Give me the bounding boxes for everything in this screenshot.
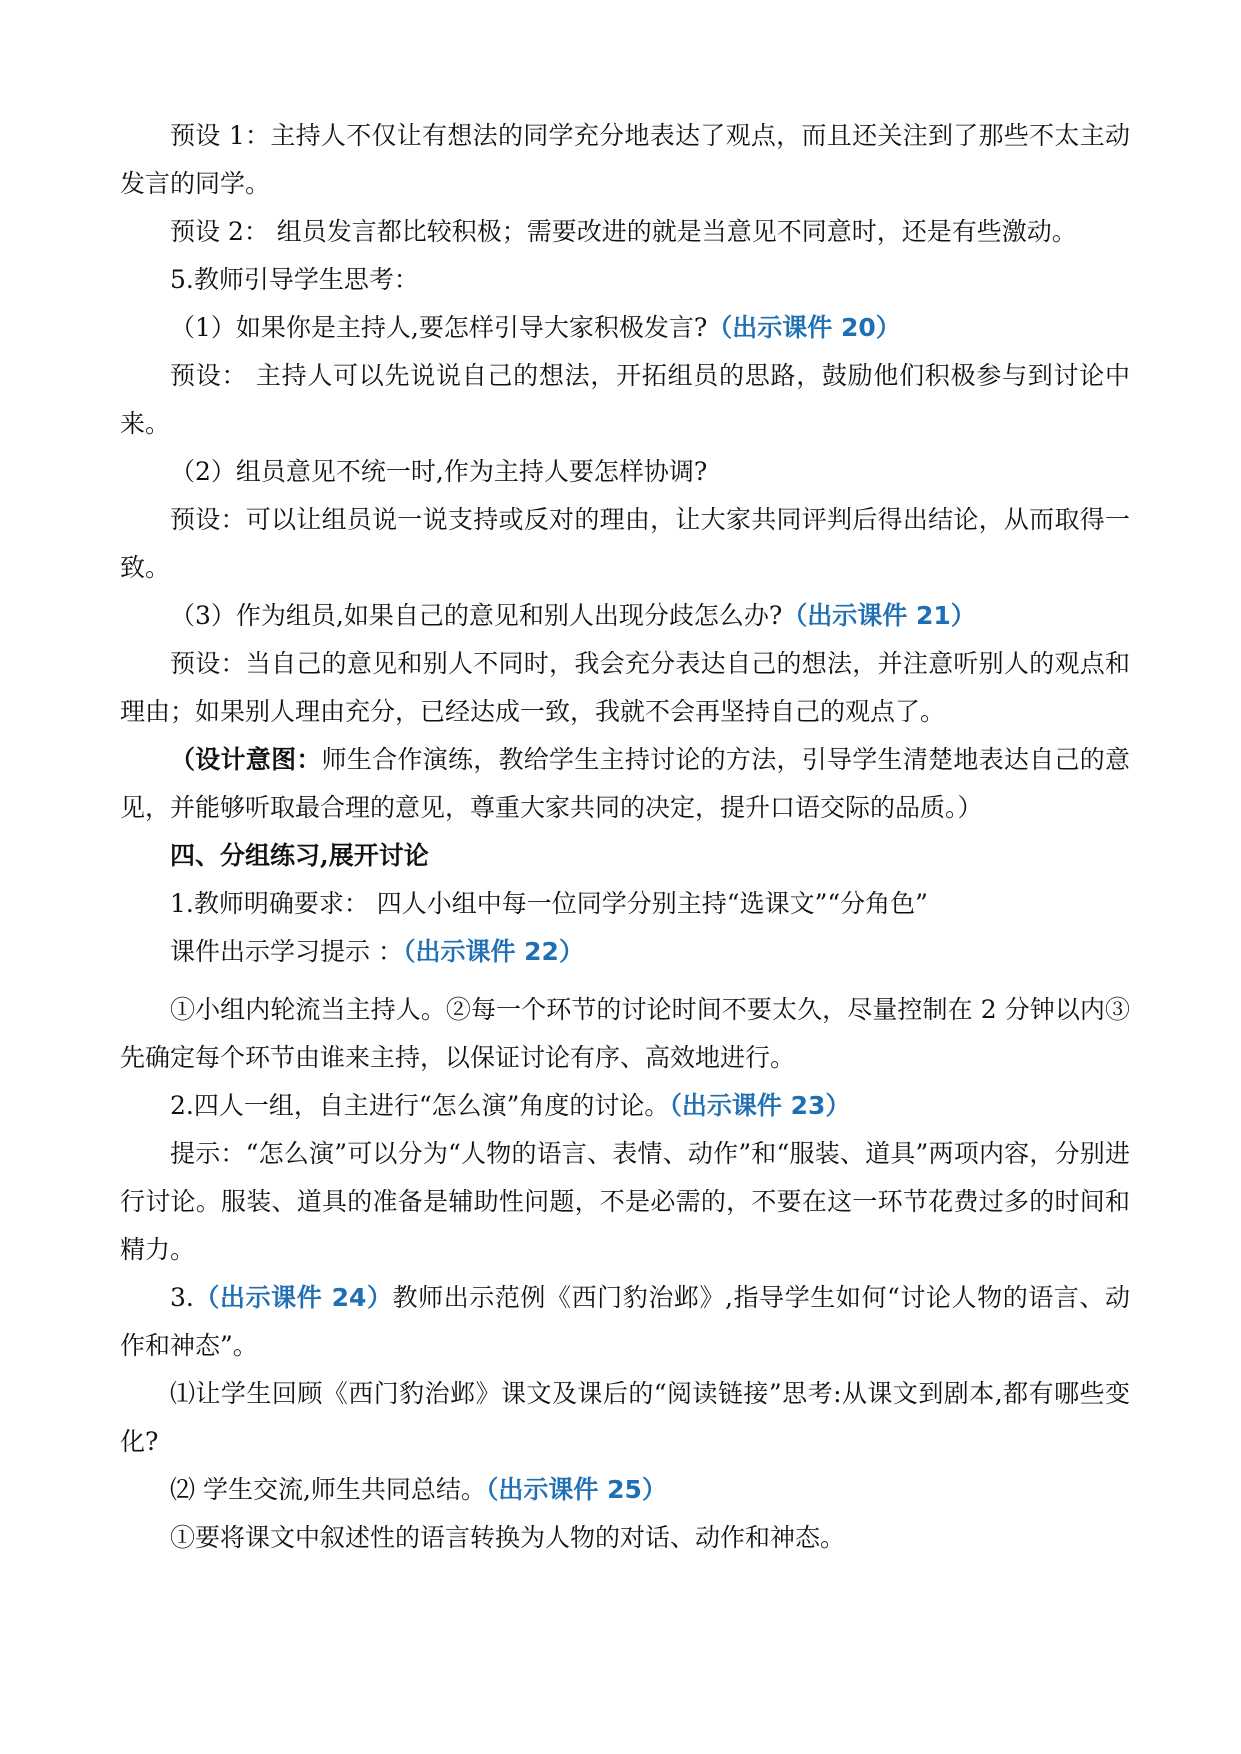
paragraph-sub-1: ⑴让学生回顾《西门豹治邺》课文及课后的“阅读链接”思考:从课文到剧本,都有哪些变化?	[120, 1379, 1130, 1456]
section-heading: 四、分组练习,展开讨论	[170, 841, 429, 870]
paragraph-preset-answer-2: 预设：可以让组员说一说支持或反对的理由，让大家共同评判后得出结论，从而取得一致。	[120, 505, 1130, 582]
paragraph-preset-answer-3: 预设：当自己的意见和别人不同时，我会充分表达自己的想法，并注意听别人的观点和理由；如果别人理由充分，已经达成一致，我就不会再坚持自己的观点了。	[120, 649, 1130, 726]
paragraph-preset-1: 预设 1：主持人不仅让有想法的同学充分地表达了观点，而且还关注到了那些不太主动发言的同学。	[120, 121, 1130, 198]
courseware-label: （出示课件 23）	[669, 1091, 851, 1120]
paragraph-question-3: （3）作为组员,如果自己的意见和别人出现分歧怎么办?（出示课件 21）	[170, 601, 976, 630]
paragraph-sub-2: ⑵ 学生交流,师生共同总结。（出示课件 25）	[170, 1475, 667, 1504]
paragraph-step-5: 5.教师引导学生思考：	[170, 265, 419, 294]
courseware-label: （出示课件 21）	[782, 601, 976, 630]
design-intent-label: （设计意图：	[170, 745, 322, 774]
paragraph-tips-intro: 课件出示学习提示 ：（出示课件 22）	[170, 937, 584, 966]
document-page	[120, 112, 1130, 1562]
paragraph-design-intent: （设计意图：师生合作演练，教给学生主持讨论的方法，引导学生清楚地表达自己的意见，并能够听取最合理的意见，尊重大家共同的决定，提升口语交际的品质。）	[120, 745, 1130, 822]
paragraph-hint: 提示：“怎么演”可以分为“人物的语言、表情、动作”和“服装、道具”两项内容，分别进行讨论。服装、道具的准备是辅助性问题，不是必需的，不要在这一环节花费过多的时间和精力。	[120, 1139, 1130, 1264]
paragraph-step-2: 2.四人一组，自主进行“怎么演”角度的讨论。（出示课件 23）	[170, 1091, 851, 1120]
courseware-label: （出示课件 25）	[485, 1475, 667, 1504]
paragraph-summary-1: ①要将课文中叙述性的语言转换为人物的对话、动作和神态。	[170, 1523, 846, 1552]
courseware-label: （出示课件 22）	[402, 937, 584, 966]
paragraph-step-3: 3.（出示课件 24）教师出示范例《西门豹治邺》,指导学生如何“讨论人物的语言、动作和神态”。	[120, 1283, 1130, 1360]
courseware-label: （出示课件 20）	[707, 313, 901, 342]
paragraph-preset-answer-1: 预设： 主持人可以先说说自己的想法，开拓组员的思路，鼓励他们积极参与到讨论中来。	[120, 361, 1130, 438]
paragraph-question-1: （1）如果你是主持人,要怎样引导大家积极发言?（出示课件 20）	[170, 313, 901, 342]
paragraph-question-2: （2）组员意见不统一时,作为主持人要怎样协调?	[170, 457, 708, 486]
paragraph-requirement: 1.教师明确要求： 四人小组中每一位同学分别主持“选课文”“分角色”	[170, 889, 928, 918]
paragraph-preset-2: 预设 2： 组员发言都比较积极；需要改进的就是当意见不同意时，还是有些激动。	[170, 217, 1077, 246]
courseware-label: （出示课件 24）	[193, 1283, 393, 1312]
paragraph-tips-list: ①小组内轮流当主持人。②每一个环节的讨论时间不要太久，尽量控制在 2 分钟以内③先确定每个环节由谁来主持，以保证讨论有序、高效地进行。	[120, 995, 1130, 1072]
